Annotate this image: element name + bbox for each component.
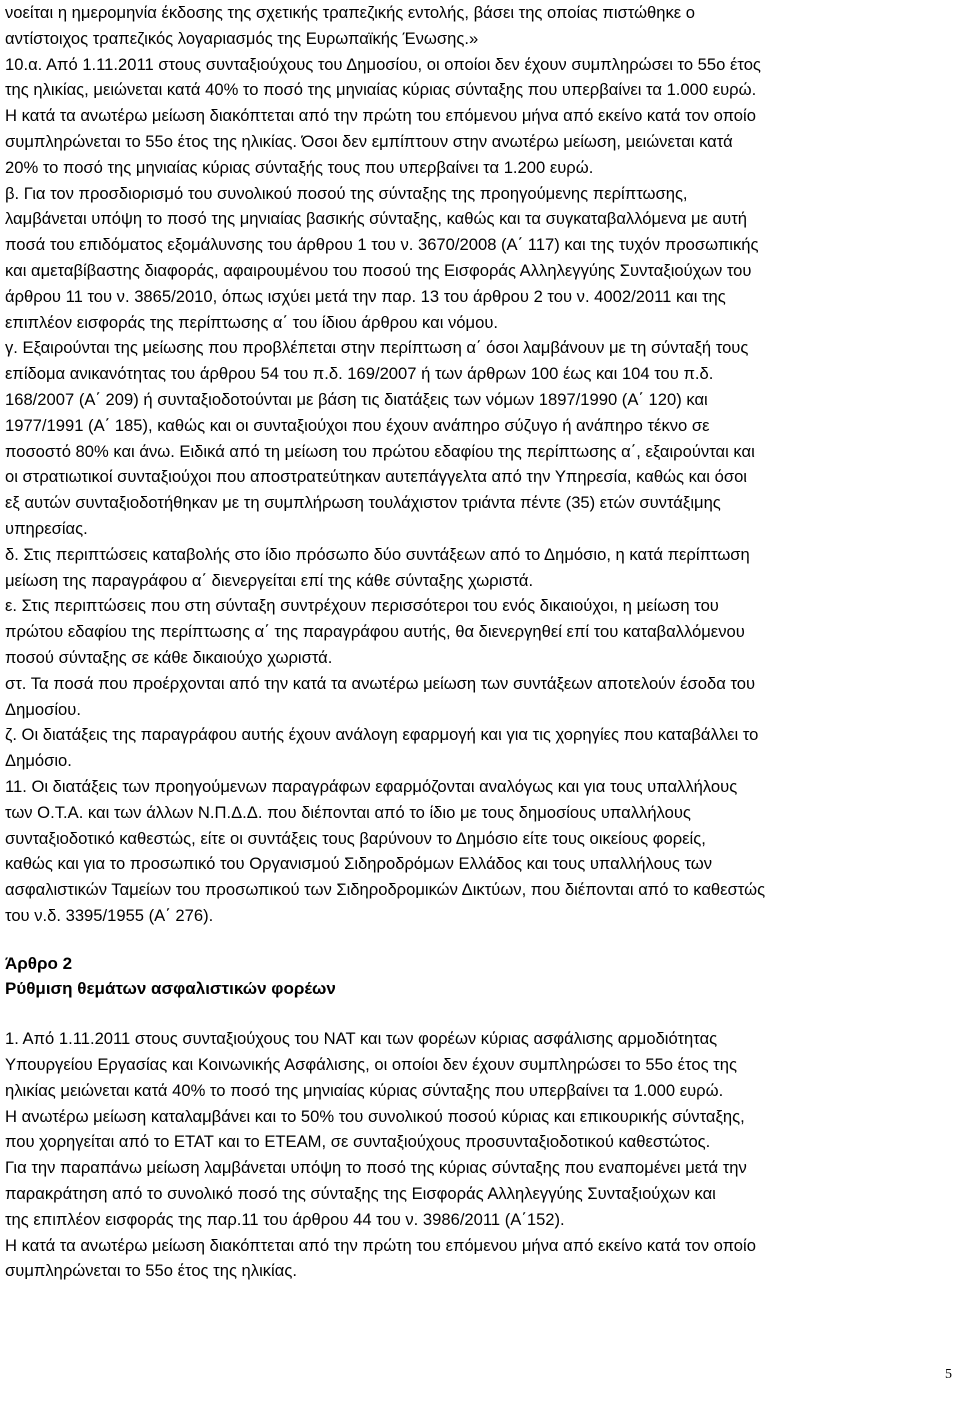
text-line: λαμβάνεται υπόψη το ποσό της μηνιαίας βασικής σύνταξης, καθώς και τα συγκαταβαλλόμενα με αυτή (5, 209, 747, 229)
text-line: παρακράτηση από το συνολικό ποσό της σύνταξης της Εισφοράς Αλληλεγγύης Συνταξιούχων και (5, 1184, 716, 1204)
text-line: αντίστοιχος τραπεζικός λογαριασμός της Ευρωπαϊκής Ένωσης.» (5, 28, 479, 48)
text-line: άρθρου 11 του ν. 3865/2010, όπως ισχύει μετά την παρ. 13 του άρθρου 2 του ν. 4002/2011 και της (5, 286, 726, 306)
text-line: β. Για τον προσδιορισμό του συνολικού ποσού της σύνταξης της προηγούμενης περίπτωσης, (5, 183, 688, 203)
text-line: δ. Στις περιπτώσεις καταβολής στο ίδιο πρόσωπο δύο συντάξεων από το Δημόσιο, η κατά περίπτωση (5, 544, 750, 564)
text-line: γ. Εξαιρούνται της μείωσης που προβλέπεται στην περίπτωση α΄ όσοι λαμβάνουν με τη σύνταξή τους (5, 338, 749, 358)
text-line: της επιπλέον εισφοράς της παρ.11 του άρθρου 44 του ν. 3986/2011 (Α΄152). (5, 1209, 565, 1229)
text-line: στ. Τα ποσά που προέρχονται από την κατά τα ανωτέρω μείωση των συντάξεων αποτελούν έσοδα του (5, 673, 756, 693)
text-line: της ηλικίας, μειώνεται κατά 40% το ποσό της μηνιαίας κύριας σύνταξης που υπερβαίνει τα 1.000 ευρώ. (5, 80, 757, 100)
text-line: συμπληρώνεται το 55ο έτος της ηλικίας. (5, 1261, 297, 1281)
text-line: ασφαλιστικών Ταμείων του προσωπικού των Σιδηροδρομικών Δικτύων, που διέπονται από το καθεστώς (5, 880, 766, 900)
text-line: καθώς και για το προσωπικό του Οργανισμού Σιδηροδρόμων Ελλάδος και τους υπαλλήλους των (5, 854, 713, 874)
text-line: και αμεταβίβαστης διαφοράς, αφαιρουμένου του ποσού της Εισφοράς Αλληλεγγύης Συνταξιούχων του (5, 260, 752, 280)
article-title: Ρύθμιση θεμάτων ασφαλιστικών φορέων (5, 979, 336, 999)
text-line: πρώτου εδαφίου της περίπτωσης α΄ της παραγράφου αυτής, θα διενεργηθεί επί του καταβαλλόμενου (5, 622, 745, 642)
page-number: 5 (945, 1367, 952, 1382)
text-line: 168/2007 (Α΄ 209) ή συνταξιοδοτούνται με βάση τις διατάξεις των νόμων 1897/1990 (Α΄ 120) και (5, 389, 708, 409)
text-line: Η κατά τα ανωτέρω μείωση διακόπτεται από την πρώτη του επόμενου μήνα από εκείνο κατά τον οποίο (5, 1235, 756, 1255)
paragraph-block-article-2 (5, 1026, 955, 1284)
text-line: 11. Οι διατάξεις των προηγούμενων παραγράφων εφαρμόζονται αναλόγως και για τους υπαλλήλους (5, 776, 738, 796)
text-line: επίδομα ανικανότητας του άρθρου 54 του π.δ. 169/2007 ή των άρθρων 100 έως και 104 του π.δ. (5, 364, 714, 384)
text-line: Η ανωτέρω μείωση καταλαμβάνει και το 50% του συνολικού ποσού κύριας και επικουρικής σύνταξης, (5, 1106, 745, 1126)
text-line: 1977/1991 (Α΄ 185), καθώς και οι συνταξιούχοι που έχουν ανάπηρο σύζυγο ή ανάπηρο τέκνο σε (5, 415, 710, 435)
text-line: 10.α. Από 1.11.2011 στους συνταξιούχους του Δημοσίου, οι οποίοι δεν έχουν συμπληρώσει το 55ο έτος (5, 54, 761, 74)
text-line: Δημοσίου. (5, 699, 81, 719)
text-line: του ν.δ. 3395/1955 (Α΄ 276). (5, 905, 214, 925)
text-line: που χορηγείται από το ΕΤΑΤ και το ΕΤΕΑΜ, σε συνταξιούχους προσυνταξιοδοτικού καθεστώτος. (5, 1132, 711, 1152)
text-line: ζ. Οι διατάξεις της παραγράφου αυτής έχουν ανάλογη εφαρμογή και για τις χορηγίες που καταβάλλει το (5, 725, 759, 745)
spacer (5, 1002, 955, 1026)
text-line: ποσού σύνταξης σε κάθε δικαιούχο χωριστά. (5, 647, 333, 667)
article-number: Άρθρο 2 (5, 953, 73, 973)
text-line: Η κατά τα ανωτέρω μείωση διακόπτεται από την πρώτη του επόμενου μήνα από εκείνο κατά τον οποίο (5, 106, 756, 126)
paragraph-block-article-1 (5, 0, 955, 929)
text-line: εξ αυτών συνταξιοδοτήθηκαν με τη συμπλήρωση τουλάχιστον τριάντα πέντε (35) ετών συντάξιμης (5, 493, 721, 513)
text-line: μείωση της παραγράφου α΄ διενεργείται επί της κάθε σύνταξης χωριστά. (5, 570, 534, 590)
document-body (5, 0, 955, 1284)
spacer (5, 929, 955, 951)
text-line: Δημόσιο. (5, 751, 72, 771)
text-line: συνταξιοδοτικό καθεστώς, είτε οι συντάξεις τους βαρύνουν το Δημόσιο είτε τους οικείους φορείς, (5, 828, 706, 848)
text-line: Υπουργείου Εργασίας και Κοινωνικής Ασφάλισης, οι οποίοι δεν έχουν συμπληρώσει το 55ο έτος της (5, 1055, 737, 1075)
text-line: ηλικίας μειώνεται κατά 40% το ποσό της μηνιαίας κύριας σύνταξης που υπερβαίνει τα 1.000 ευρώ. (5, 1080, 724, 1100)
text-line: νοείται η ημερομηνία έκδοσης της σχετικής τραπεζικής εντολής, βάσει της οποίας πιστώθηκε ο (5, 3, 696, 22)
text-line: ε. Στις περιπτώσεις που στη σύνταξη συντρέχουν περισσότεροι του ενός δικαιούχοι, η μείωση του (5, 596, 719, 616)
text-line: Για την παραπάνω μείωση λαμβάνεται υπόψη το ποσό της κύριας σύνταξης που εναπομένει μετά την (5, 1158, 747, 1178)
text-line: συμπληρώνεται το 55ο έτος της ηλικίας. Όσοι δεν εμπίπτουν στην ανωτέρω μείωση, μειώνεται κατά (5, 131, 733, 151)
text-line: των Ο.Τ.Α. και των άλλων Ν.Π.Δ.Δ. που διέπονται από το ίδιο με τους δημοσίους υπαλλήλους (5, 802, 691, 822)
text-line: ποσά του επιδόματος εξομάλυνσης του άρθρου 1 του ν. 3670/2008 (Α΄ 117) και της τυχόν προσωπικής (5, 235, 759, 255)
text-line: οι στρατιωτικοί συνταξιούχοι που αποστρατεύτηκαν αυτεπάγγελτα από την Υπηρεσία, καθώς και όσοι (5, 467, 747, 487)
text-line: 20% το ποσό της μηνιαίας κύριας σύνταξής τους που υπερβαίνει τα 1.200 ευρώ. (5, 157, 594, 177)
text-line: επιπλέον εισφοράς της περίπτωσης α΄ του ίδιου άρθρου και νόμου. (5, 312, 499, 332)
text-line: ποσοστό 80% και άνω. Ειδικά από τη μείωση του πρώτου εδαφίου της περίπτωσης α΄, εξαιρούνται και (5, 441, 755, 461)
text-line: υπηρεσίας. (5, 518, 88, 538)
text-line: 1. Από 1.11.2011 στους συνταξιούχους του ΝΑΤ και των φορέων κύριας ασφάλισης αρμοδιότητας (5, 1029, 718, 1049)
